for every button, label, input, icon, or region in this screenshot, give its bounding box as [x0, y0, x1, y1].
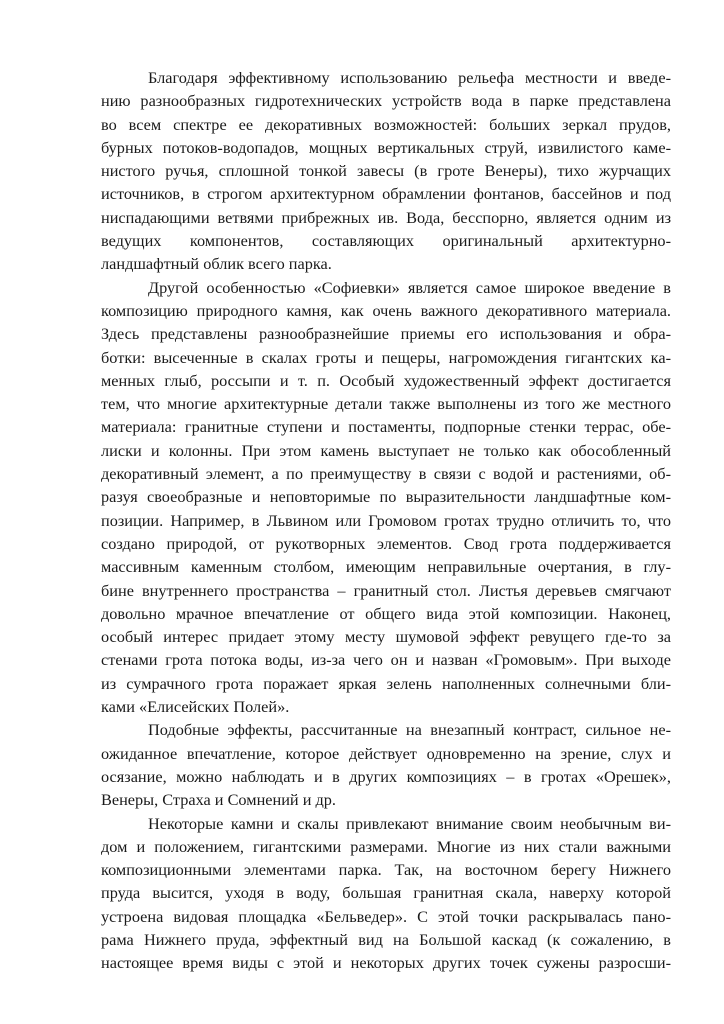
- paragraph: [101, 812, 671, 975]
- text-line: рама Нижнего пруда, эффектный вид на Большой каскад (к сожалению, в: [101, 929, 671, 949]
- text-line: бине внутреннего пространства – гранитный стол. Листья деревьев смягчают: [101, 580, 671, 600]
- text-line: Другой особенностью «Софиевки» является самое широкое введение в: [148, 277, 671, 297]
- text-line: особый интерес придает этому месту шумовой эффект ревущего где-то за: [101, 627, 671, 647]
- text-line: довольно мрачное впечатление от общего вида этой композиции. Наконец,: [101, 603, 671, 623]
- text-line: ботки: высеченные в скалах гроты и пещеры, нагромождения гигантских ка-: [101, 347, 671, 367]
- text-line: из сумрачного грота поражает яркая зелень наполненных солнечными бли-: [101, 673, 671, 693]
- text-line: Благодаря эффективному использованию рельефа местности и введе-: [148, 68, 671, 87]
- paragraph: [101, 718, 671, 811]
- text-line: дом и положением, гигантскими размерами. Многие из них стали важными: [101, 836, 671, 856]
- text-line: массивным каменным столбом, имеющим неправильные очертания, в глу-: [101, 557, 671, 577]
- text-line: разуя своеобразные и неповторимые по выразительности ландшафтные ком-: [101, 487, 671, 507]
- text-line: бурных потоков-водопадов, мощных вертикальных струй, извилистого каме-: [101, 137, 671, 157]
- text-line: пруда высится, уходя в воду, большая гранитная скала, наверху которой: [101, 883, 671, 903]
- text-line: менных глыб, россыпи и т. п. Особый художественный эффект достигается: [101, 370, 671, 390]
- text-line: стенами грота потока воды, из-за чего он и назван «Громовым». При выходе: [101, 650, 671, 670]
- text-line: Подобные эффекты, рассчитанные на внезапный контраст, сильное не-: [148, 720, 671, 740]
- paragraph: [101, 66, 671, 276]
- text-line: Здесь представлены разнообразнейшие приемы его использования и обра-: [101, 324, 671, 344]
- text-line: материала: гранитные ступени и постаменты, подпорные стенки террас, обе-: [101, 417, 671, 437]
- text-line: декоративный элемент, а по преимуществу в связи с водой и растениями, об-: [101, 464, 671, 484]
- text-line: нию разнообразных гидротехнических устройств вода в парке представлена: [101, 91, 671, 111]
- body-text: [101, 66, 671, 975]
- text-line: ожиданное впечатление, которое действует одновременно на зрение, слух и: [101, 743, 671, 763]
- text-line: во всем спектре ее декоративных возможностей: больших зеркал прудов,: [101, 114, 671, 134]
- text-line: источников, в строгом архитектурном обрамлении фонтанов, бассейнов и под: [101, 184, 671, 204]
- text-line: ками «Елисейских Полей».: [101, 697, 290, 717]
- text-line: нистого ручья, сплошной тонкой завесы (в гроте Венеры), тихо журчащих: [101, 161, 671, 181]
- text-line: осязание, можно наблюдать и в других композициях – в гротах «Орешек»,: [101, 766, 671, 786]
- text-line: композиционными элементами парка. Так, на восточном берегу Нижнего: [101, 860, 671, 880]
- text-line: позиции. Например, в Львином или Громовом гротах трудно отличить то, что: [101, 510, 671, 530]
- text-line: устроена видовая площадка «Бельведер». С этой точки раскрывалась пано-: [101, 906, 671, 926]
- text-line: создано природой, от рукотворных элементов. Свод грота поддерживается: [101, 533, 671, 553]
- text-line: ведущих компонентов, составляющих оригинальный архитектурно-: [101, 231, 671, 251]
- text-line: тем, что многие архитектурные детали также выполнены из того же местного: [101, 394, 671, 414]
- text-line: лиски и колонны. При этом камень выступает не только как обособленный: [101, 440, 671, 460]
- paragraph: [101, 276, 671, 719]
- text-line: настоящее время виды с этой и некоторых других точек сужены разросши-: [101, 953, 671, 973]
- text-line: ниспадающими ветвями прибрежных ив. Вода, бесспорно, является одним из: [101, 207, 671, 227]
- text-line: Венеры, Страха и Сомнений и др.: [101, 790, 336, 810]
- text-line: ландшафтный облик всего парка.: [101, 254, 332, 274]
- text-line: композицию природного камня, как очень важного декоративного материала.: [101, 300, 671, 320]
- text-line: Некоторые камни и скалы привлекают внимание своим необычным ви-: [148, 813, 671, 833]
